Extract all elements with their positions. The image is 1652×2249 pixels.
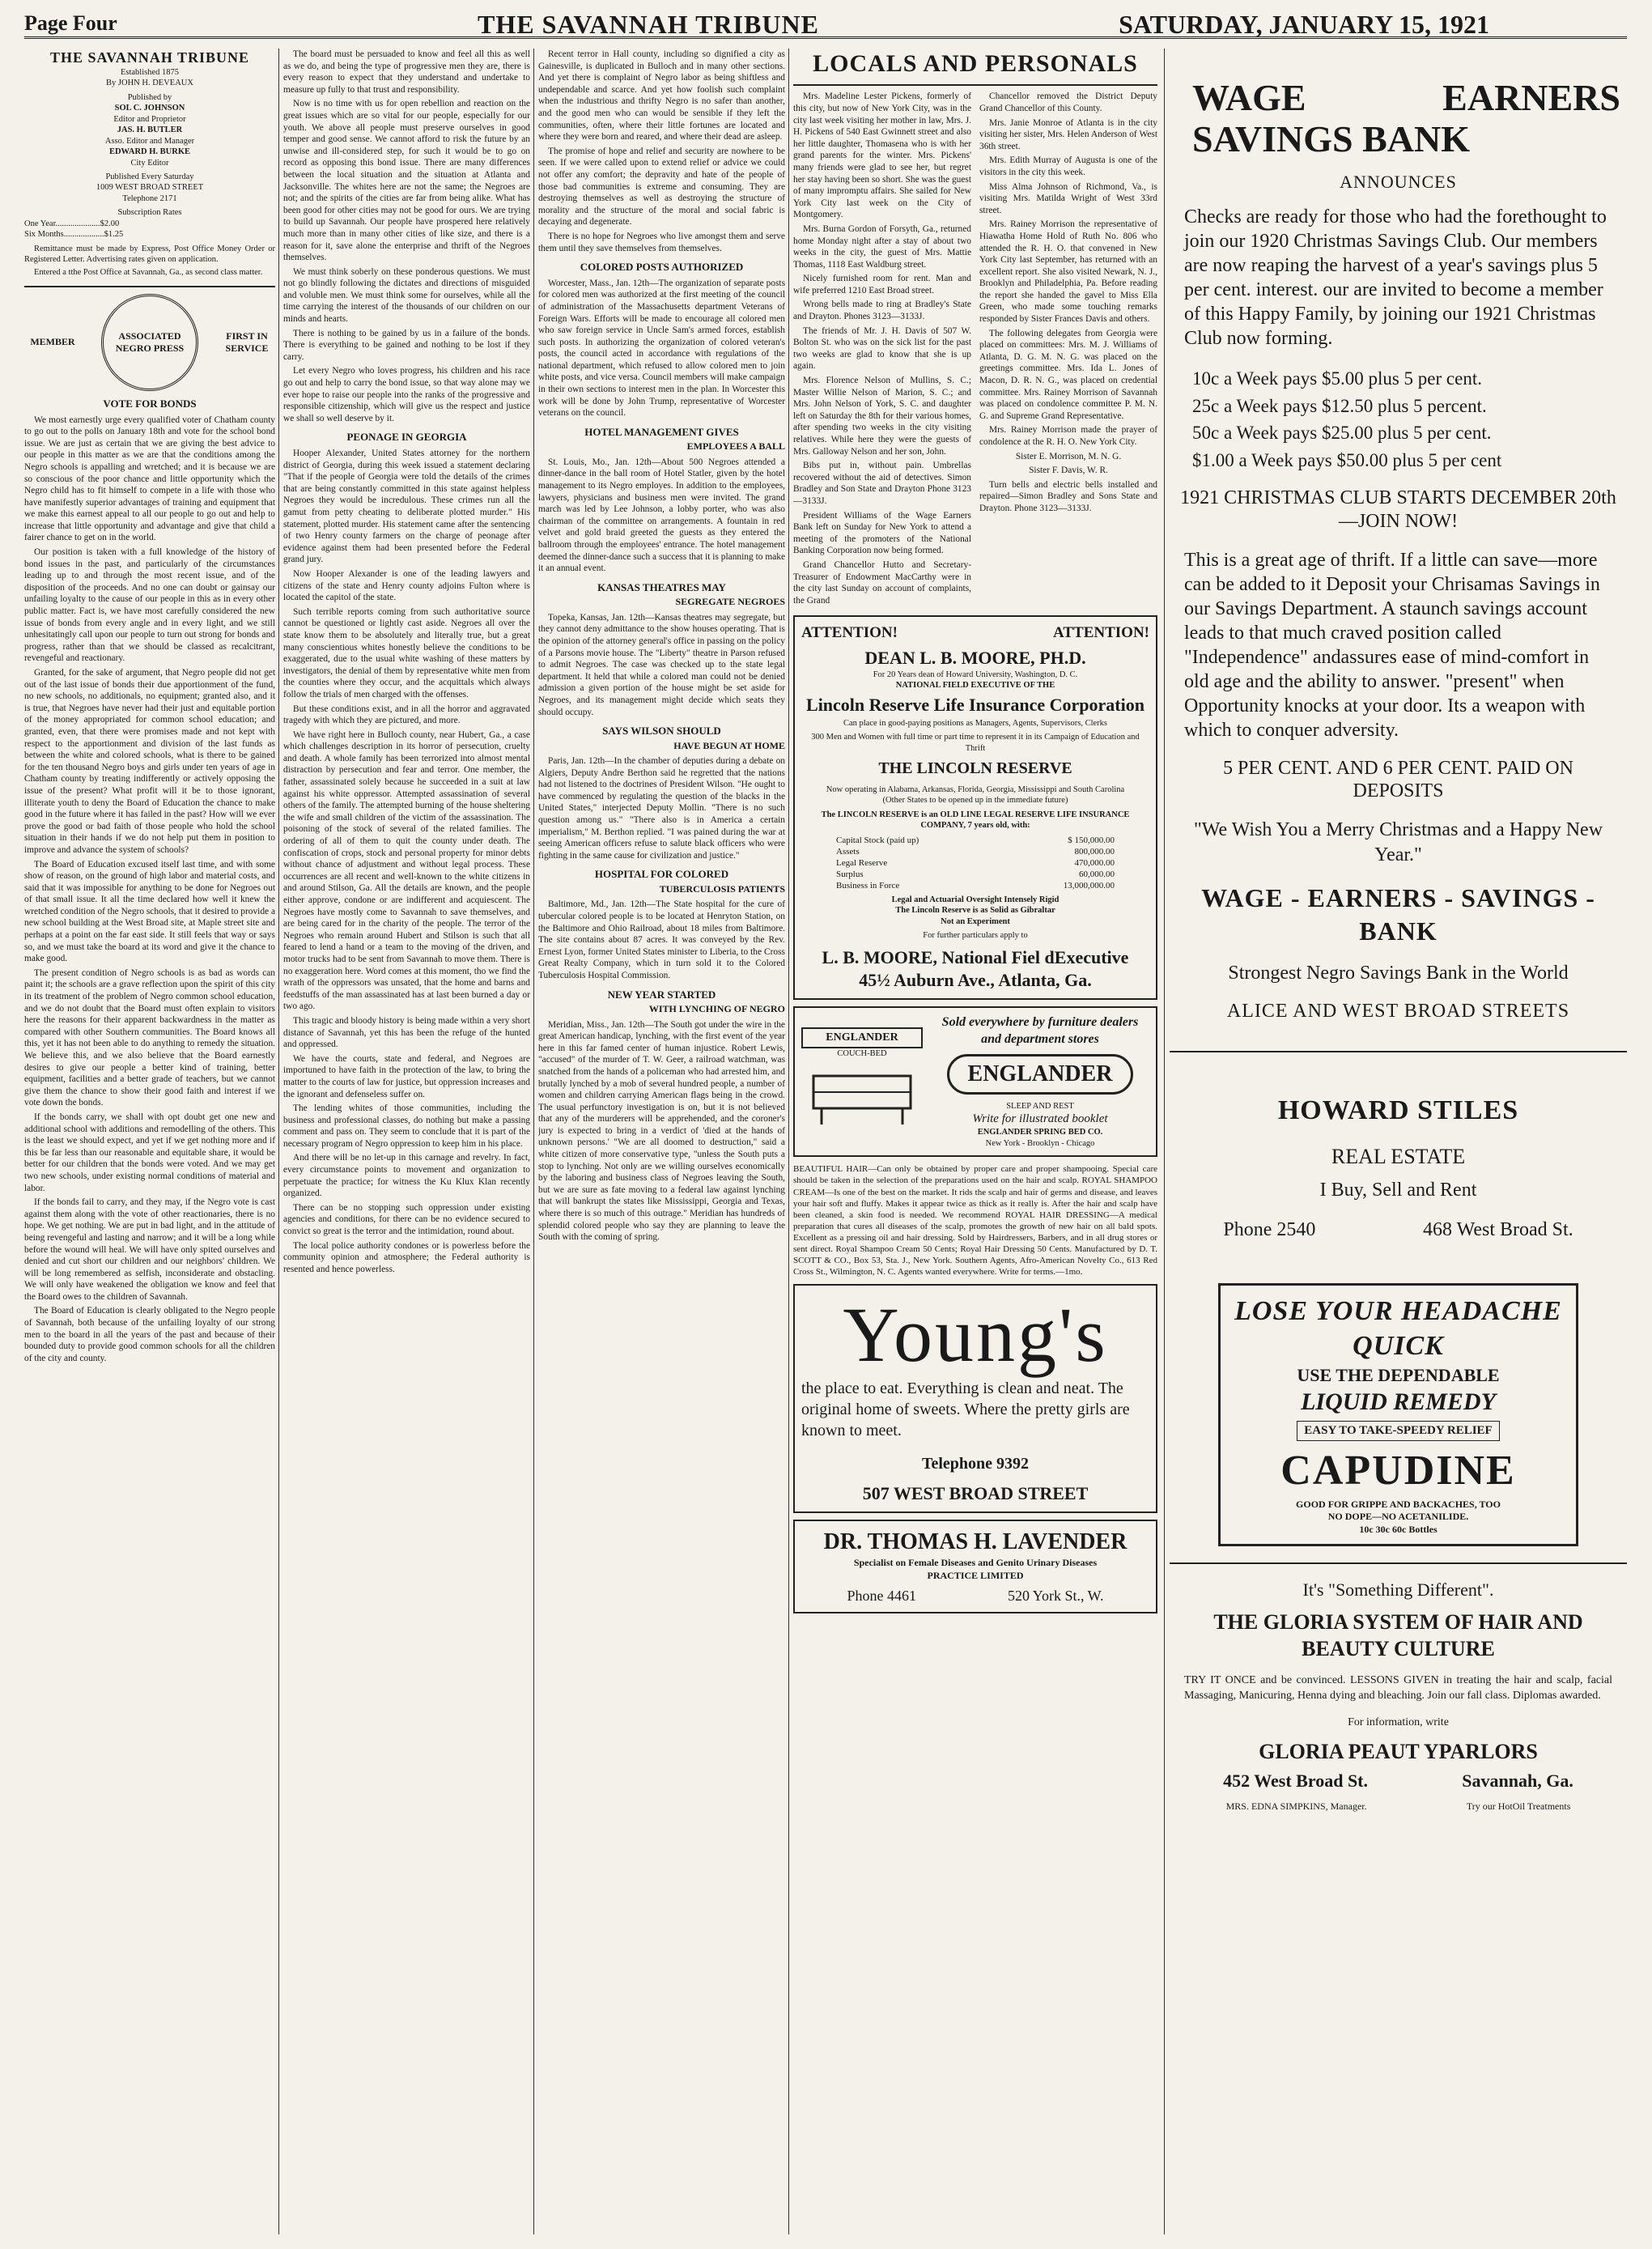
local-item: Mrs. Edith Murray of Augusta is one of the visitors in the city this week. (979, 155, 1157, 177)
bank-ad (1170, 55, 1627, 1043)
article-paragraph: Meridian, Miss., Jan. 12th—The South got under the wire in the great American handicap, lynching, with the first event of the year here in this far famed center of human injustice. Robert Lewis, "accused" of the murder of T. W. Geer, a railroad watchman, was snatched from the hands of a policeman who had arrested him, and brutally lynched by a mob of several hundred people, a number of women and children carrying American flags being in the crowd. The usual perfunctory investigation is on, but it is not believed that any of the murderers will be apprehended, and the coroner's jury is expected to bring in a verdict of 'died at the hands of unknown persons.' "We are all doomed to destruction," said a white citizen of more conservative type, "unless the South puts a stop to lynching. Not only are we willing ourselves economically by the laboring and business class of Negroes leaving the South, but we are sure as fate moving to a federal law against lynching that will bankrupt the states like Mississippi, Georgia and Texas, where there is so much of this outrage." Meridian has hundreds of splendid colored people who say they are planning to leave the South with the coming of spring. (538, 1019, 785, 1243)
gloria-ad (1170, 1562, 1627, 1820)
locals-left (793, 91, 971, 609)
article-headline: KANSAS THEATRES MAY (597, 580, 726, 593)
ad-reserve-title: THE LINCOLN RESERVE (878, 759, 1072, 778)
financial-table (836, 835, 1115, 891)
bank-rate: 10c a Week pays $5.00 plus 5 per cent. (1192, 368, 1482, 389)
stiles-name: HOWARD STILES (1277, 1095, 1519, 1126)
staff-line: Published by (127, 92, 172, 102)
table-cell: 13,000,000.00 (1063, 880, 1115, 891)
englander-headline: Sold everywhere by furniture dealers and department stores (941, 1015, 1139, 1046)
column-3 (538, 49, 785, 2234)
article-paragraph: Now Hooper Alexander is one of the leading lawyers and citizens of the state and Henry county adjoins Fulton where is located the capitol of the state. (283, 568, 530, 603)
local-item: Sister F. Davis, W. R. (1029, 466, 1108, 476)
lavender-contact (801, 1587, 1149, 1605)
article-paragraph: The promise of hope and relief and security are nowhere to be seen. If we were called upon to extend relief or advice we could not offer any comfort; the depravity and hate of the people of those bad communities is extreme and consuming. They are destroying themselves as well as destroying the structure of morality and the structure of the moral and social fabric is decaying and degenerate. (538, 146, 785, 227)
article-paragraph: The lending whites of those communities, including the business and professional classes, do nothing but make a passing comment and pass on. They seem to conclude that it is part of the necessary program of Negro oppression to keep him in his place. (283, 1103, 530, 1149)
column-rule (1164, 49, 1165, 2234)
article-headline: HOSPITAL FOR COLORED (594, 868, 729, 881)
bank-rate: 25c a Week pays $12.50 plus 5 percent. (1192, 395, 1487, 416)
couch-bed-icon (805, 1060, 919, 1133)
published-line: Published Every Saturday (105, 172, 194, 181)
divider (1170, 1051, 1627, 1052)
local-item: Miss Alma Johnson of Richmond, Va., is visiting Mrs. Matilda Wright of West 33rd street. (979, 181, 1157, 215)
local-item: The friends of Mr. J. H. Davis of 507 W. Bolton St. who was on the sick list for the past two weeks are glad to know that she is up again. (793, 325, 971, 372)
remittance-note: Remittance must be made by Express, Post Office Money Order or Registered Letter. Advertising rates given on application. (24, 244, 275, 265)
staff-line: EDWARD H. BURKE (108, 147, 191, 157)
englander-booklet: Write for illustrated booklet (972, 1112, 1108, 1126)
ad-line: NATIONAL FIELD EXECUTIVE OF THE (895, 681, 1055, 691)
article-paragraph: St. Louis, Mo., Jan. 12th—About 500 Negroes attended a dinner-dance in the ball room of Hotel Statler, given by the hotel management to its Negro employes. In addition to the employees, lawyers, physicians and business men were invited. The grand march was led by Lee Johnson, a lobby porter, who was also chairman of the committee on arrangements. A fountain in red velvet and gold braid greeted the guests as they entered the ballroom through the employees' entrance. The hotel management deemed the dinner-dance such a success that it is planning to make it an annual event. (538, 457, 785, 574)
column-6 (1170, 49, 1627, 2234)
gloria-manager: MRS. EDNA SIMPKINS, Manager. (1225, 1800, 1367, 1813)
lavender-name: DR. THOMAS H. LAVENDER (823, 1529, 1128, 1555)
ad-line: For 20 Years dean of Howard University, Washington, D. C. (873, 670, 1078, 679)
ad-line: Not an Experiment (941, 916, 1010, 926)
table-row (836, 869, 1115, 880)
englander-right (931, 1014, 1149, 1149)
englander-ad (793, 1006, 1157, 1157)
article-subheadline: EMPLOYEES A BALL (686, 440, 785, 453)
locals-right (979, 91, 1157, 609)
locals-title: LOCALS AND PERSONALS (793, 49, 1157, 86)
article-paragraph: There is no hope for Negroes who live amongst them and serve them until they save themselves from themselves. (538, 231, 785, 253)
gloria-title: THE GLORIA SYSTEM OF HAIR AND BEAUTY CULTURE (1213, 1610, 1583, 1660)
local-item: Sister E. Morrison, M. N. G. (1015, 451, 1122, 461)
article-paragraph: We have right here in Bulloch county, near Hubert, Ga., a case which challenges description in its horror of persecution, cruelty and death. A whole family has been terrorized into almost mental distraction by persecution and fear and terror. One member, the father, assassinated solely because he succeeded in a suit at law against his white oppressor. Attempted assassination of several others of the family. The attempted burning of the house sheltering the wife and small children of the victim of the assassination. The poisoning of the stock of several of the related families. The ordering of all of them to quit the county under death. The confiscation of crops, stock and personal property for minor debts without chance of adjustment and without legal process. These occurrences are all recent and well-known to the white citizens in and around Stilson, Ga. All the details are known, and the people either approve, condone or are indifferent and acquiescent. The Negroes have mostly come to Savannah to save themselves, and are being cared for in the charity of the people. The terror of the Negroes who remain around Hubert and Stilson is such that all feared to lend a hand or a team to the moving of the driven, and motor trucks had to be sent from Savannah to move them. There is no exaggeration here. Word comes at this moment, tho we find the wrath of the oppressors was unsated, that the home and barns and feedstuffs of the man assassinated has at last been burned a day or two ago. (283, 729, 530, 1012)
staff-box (24, 49, 275, 287)
article-paragraph: We have the courts, state and federal, and Negroes are importuned to have faith in the protection of the law, to bring the matter to the courts of law for justice, but oppression increases and the ignorant and defenseless suffer on. (283, 1053, 530, 1099)
paper-name: THE SAVANNAH TRIBUNE (49, 49, 250, 66)
gloria-tagline: It's "Something Different". (1302, 1579, 1494, 1601)
article-headline: VOTE FOR BONDS (103, 397, 197, 410)
press-seal: ASSOCIATED NEGRO PRESS (101, 294, 198, 391)
ad-signature: L. B. MOORE, National Fiel dExecutive (822, 946, 1129, 967)
bank-paid: 5 PER CENT. AND 6 PER CENT. PAID ON DEPOSITS (1223, 757, 1573, 802)
capudine-price: 10c 30c 60c Bottles (1359, 1523, 1438, 1535)
capudine-easy: EASY TO TAKE-SPEEDY RELIEF (1297, 1421, 1499, 1441)
page-number: Page Four (24, 11, 117, 35)
staff-line: SOL C. JOHNSON (114, 104, 185, 113)
article-paragraph: Granted, for the sake of argument, that Negro people did not get out of the last issue of bonds their due apportionment of the fund, no new schools, no additionals, no equipment; granted also, and it is true, that Negroes have never had their just and equitable portion of the money appropriated for common school education; and granted, even, that there were promises made and not kept with respect to the apportionment and division of the last funds as between the white and colored schools, what is there to be gained for the ten thousand Negro boys and girls under ten years of age in Chatham county by treating indifferently or actively opposing the issue of the present? What profit will it be to those ignorant, illiterate youth to deny the Board of Education the chance to make good in the future where it has failed in the past? How will we ever prove the good or bad faith of those people who hold the school situation in their hands if we do not help put them in position to improve and advance the system of schools? (24, 668, 275, 855)
column-rule (278, 49, 279, 2234)
capudine-mid: USE THE DEPENDABLE (1297, 1364, 1500, 1385)
article-paragraph: Baltimore, Md., Jan. 12th—The State hospital for the cure of tubercular colored people is to be located at Henryton Station, on the Baltimore and Ohio Railroad, about 18 miles from Baltimore. The site contains about 87 acres. It was conveyed by the Rev. Ernest Lyon, former United States minister to Liberia, to the Cross Great Realty Company, which in turn sold it to the Colored Tuberculosis Hospital Commission. (538, 899, 785, 980)
column-1 (24, 49, 275, 2234)
article-paragraph: Hooper Alexander, United States attorney for the northern district of Georgia, during this week issued a statement declaring "That if the people of Georgia were told the details of the crimes that are being constantly committed in this state against helpless Negroes they would be incredulous. These crimes run all the gamut from petty cheating to deliberate plotted murder." His statement, plotted murder. His statement came after the sentencing of two Henry county farmers on the charge of peonage after evidence against them had been presented before the Federal grand jury. (283, 449, 530, 565)
capudine-small: GOOD FOR GRIPPE AND BACKACHES, TOO (1296, 1499, 1501, 1510)
table-cell: Surplus (836, 869, 864, 879)
local-item: Mrs. Rainey Morrison the representative of Hiawatha Home Hold of Ruth No. 806 who attended the R. H. O. that convened in New York City last September, has returned with an excellent report. She also visited Newark, N. J., Brooklyn and Philadelphia, Pa. Before reading the report she handed the gavel to Miss Ella Green, who made some touching remarks responded by Sister Frances Davis and others. (979, 219, 1157, 325)
article-headline: HOTEL MANAGEMENT GIVES (584, 425, 739, 438)
article-paragraph: The Board of Education is clearly obligated to the Negro people of Savannah, both because of the unfailing loyalty of our strong men to the board in all the years of the past and because of their bounded duty to provide good common schools for all the children of the city and county. (24, 1306, 275, 1363)
masthead (24, 6, 1627, 39)
stiles-ad (1170, 1061, 1627, 1266)
englander-tag: ENGLANDER (801, 1027, 923, 1048)
bank-address: ALICE AND WEST BROAD STREETS (1226, 1000, 1570, 1022)
seal-row (24, 294, 275, 391)
column-rule (788, 49, 789, 2234)
youngs-telephone: Telephone 9392 (921, 1454, 1030, 1473)
attention-right: ATTENTION! (1053, 624, 1149, 642)
capudine-ad (1218, 1283, 1578, 1546)
bank-name: WAGE - EARNERS - SAVINGS - BANK (1201, 882, 1595, 946)
local-item: Mrs. Madeline Lester Pickens, formerly of this city, but now of New York City, was in the city last week visiting her mother in law, Mrs. J. H. Pickens of 540 East Gwinnett street and also her little daughter, Thomasena who is with her grand parents for the winter. Mrs. Pickens' many friends were glad to see her, but regret her stay having been so short. She was the guest of many impromptu affairs. She sailed for New York City last week on the City of Montgomery. (793, 91, 971, 220)
bank-thrift: This is a great age of thrift. If a little can save—more can be added to it Deposit your Chrisamas Savings in our Savings Department. A staunch savings account leads to that much craved position called "Independence" andassures ease of mind-comfort in old age and the ability to answer. "present" when Opportunity knocks at your door. Its a weapon with which to conquer adversity. (1184, 549, 1600, 741)
bank-wish: "We Wish You a Merry Christmas and a Happy New Year." (1193, 819, 1603, 866)
columns-4-5 (793, 49, 1157, 2234)
gloria-try: Try our HotOil Treatments (1466, 1800, 1571, 1813)
article-paragraph: Worcester, Mass., Jan. 12th—The organization of separate posts for colored men was authorized at the first meeting of the council of administration of the Massachusetts department Veterans of Foreign Wars. Efforts will be made to encourage all colored men who saw foreign service in Uncle Sam's armed forces, establish such posts. In authorizing the organization of colored veteran's posts, the council acted in accordance with regulations of the national department, which refused to allow colored men to join white posts, and vice versa. Council members will make campaign in their own sections to interest men in the plan. In Worcester this work will be done by John Trump, representative of Worcester veterans on the council. (538, 278, 785, 419)
table-cell: Business in Force (836, 880, 900, 891)
englander-left (801, 1027, 923, 1136)
lavender-ad (793, 1520, 1157, 1613)
gloria-info: For information, write (1348, 1716, 1449, 1729)
article-paragraph: We must think soberly on these ponderous questions. We must not go blindly following the dictates and directions of misguided and voluble men. We must think some for ourselves, while all the time carrying the interest of the thousands of our children on our minds and hearts. (283, 266, 530, 325)
table-row (836, 857, 1115, 869)
article-paragraph: This tragic and bloody history is being made within a very short distance of Savannah, yet this has been the refuge of the hunted and oppressed. (283, 1015, 530, 1050)
gloria-parlor: GLORIA PEAUT YPARLORS (1259, 1739, 1538, 1763)
bank-rate: $1.00 a Week pays $50.00 plus 5 per cent (1192, 449, 1502, 470)
local-item: Chancellor removed the District Deputy Grand Chancellor of this County. (979, 91, 1157, 113)
table-cell: 60,000.00 (1079, 869, 1115, 879)
bank-club: 1921 CHRISTMAS CLUB STARTS DECEMBER 20th—JOIN NOW! (1180, 487, 1616, 532)
article-headline: COLORED POSTS AUTHORIZED (580, 261, 744, 274)
local-item: Turn bells and electric bells installed and repaired—Simon Bradley and Sons State and Drayton. Phone 3123—3133J. (979, 479, 1157, 513)
local-item: Mrs. Janie Monroe of Atlanta is in the city visiting her sister, Mrs. Helen Anderson of West 36th street. (979, 117, 1157, 151)
stiles-sub: REAL ESTATE (1331, 1144, 1466, 1168)
article-paragraph: Paris, Jan. 12th—In the chamber of deputies during a debate on Algiers, Deputy Andre Berthon said he regretted that the nations had not listened to the doctrines of President Wilson. "He ought to have commenced by regulating the question of the blacks in the United States," interjected Deputy Mollin. "There is no such question among us." "There also is in America a certain imperialism," M. Berthon replied. "I was pained during the war at seeing American officers refuse to salute black officers who were fighting in the same cause for civilization and justice." (538, 756, 785, 861)
local-item: Grand Chancellor Hutto and Secretary-Treasurer of Endowment MacCarthy were in the city last Sunday on account of complaints, the Grand (793, 559, 971, 606)
gloria-body: TRY IT ONCE and be convinced. LESSONS GIVEN in treating the hair and scalp, facial Massaging, Manicuring, Henna dying and bleaching. Join our fall class. Diplomas awarded. (1184, 1674, 1612, 1703)
lavender-specialty: Specialist on Female Diseases and Genito Urinary Diseases (853, 1557, 1098, 1569)
table-cell: Capital Stock (paid up) (836, 835, 919, 845)
article-paragraph: There can be no stopping such oppression under existing agencies and conditions, for there can be no evidence secured to convict so great is the terror and the intimidation, round about. (283, 1202, 530, 1237)
column-rule (533, 49, 534, 2234)
attention-left: ATTENTION! (801, 624, 898, 642)
entered-note: Entered a tthe Post Office at Savannah, Ga., as second class matter. (34, 268, 263, 278)
lavender-address: 520 York St., W. (1007, 1588, 1104, 1605)
englander-logo-sub: SLEEP AND REST (1006, 1101, 1074, 1111)
capudine-small2: NO DOPE—NO ACETANILIDE. (1327, 1511, 1469, 1523)
stiles-address: 468 West Broad St. (1423, 1218, 1573, 1240)
bank-announces: ANNOUNCES (1340, 172, 1457, 193)
englander-cities: New York - Brooklyn - Chicago (985, 1138, 1095, 1148)
gloria-address: 452 West Broad St. (1223, 1771, 1369, 1792)
gloria-city: Savannah, Ga. (1462, 1771, 1573, 1792)
beautiful-hair-ad: BEAUTIFUL HAIR—Can only be obtained by proper care and proper shampooing. Special care should be taken in the selection of the preparations used on the hair and scalp. ROYAL SHAMPOO CREAM—Is one of the best on the market. It rids the scalp and hair of germs and disease, and leaves your hair soft and fluffy. Makes it appear twice as thick as it really is. After the hair and scalp have been cleaned, a skin food is needed. We recommend ROYAL HAIR DRESSING—A medical preparation that cures all diseases of the scalp, promotes the growth of new hair on all bald spots. Excellent as a pressing oil and hair dressing. Sold by Hairdressers, Barbers, and in all drug stores or sent direct. Royal Shampoo Cream 50 Cents; Royal Hair Dressing 50 Cents. Manufactured by D. T. SCOTT & CO., Box 53, Sta. J., New York. Southern Agents, Afro-American Novelty Co., 613 Red Cross St., Wilmington, N. C. Agents wanted everywhere. Write for terms.—1mo. (793, 1164, 1157, 1278)
stiles-contact (1170, 1218, 1627, 1243)
founder-line: By JOHN H. DEVEAUX (106, 79, 193, 88)
ad-line: Legal and Actuarial Oversight Intensely Rigid (891, 895, 1060, 905)
capudine-top: LOSE YOUR HEADACHE QUICK (1234, 1295, 1562, 1362)
ad-address: 45½ Auburn Ave., Atlanta, Ga. (859, 969, 1092, 990)
gloria-address-row (1176, 1770, 1620, 1792)
capudine-liquid: LIQUID REMEDY (1301, 1388, 1496, 1415)
staff-line: City Editor (130, 158, 169, 168)
article-paragraph: And there will be no let-up in this carnage and revelry. In fact, every circumstance points to movement and organization to perpetuate the practice; for witness the Ku Klux Klan recently organized. (283, 1153, 530, 1199)
article-paragraph: The local police authority condones or is powerless before the community opinion and atmosphere; the Federal authority is resented and hence powerless. (283, 1240, 530, 1274)
table-cell: Assets (836, 846, 860, 857)
englander-logo: ENGLANDER (947, 1054, 1133, 1095)
table-row (836, 880, 1115, 891)
ad-line: The Lincoln Reserve is as Solid as Gibraltar (895, 906, 1055, 916)
article-paragraph: The present condition of Negro schools is as bad as words can paint it; the schools are a grave reflection upon the spirit of this city in its treatment of the problem of Negro common school education, and we do not doubt that the Board must often explain to visitors here the reasons for their apparent backwardness in the matter as compared with other Southern communities. The Board knows all this, yet it has not been able to do anything to remedy the situation. We believe this, and we also believe that the Board earnestly desires to give our people a better kind of training, better equipment, facilities and a better grade of teachers, but we cannot give them the chance to show their good faith and interest if we vote down the bonds. (24, 967, 275, 1108)
seal-right-label: FIRST IN SERVICE (225, 329, 269, 354)
lavender-practice: PRACTICE LIMITED (927, 1569, 1024, 1581)
youngs-title: Young's (843, 1291, 1108, 1379)
article-paragraph: There is nothing to be gained by us in a failure of the bonds. There is everything to be gained and nothing to be lost if they carry. (283, 328, 530, 362)
local-item: Mrs. Rainey Morrison made the prayer of condolence at the R. H. O. New York City. (979, 425, 1157, 448)
attention-row (801, 623, 1149, 643)
article-subheadline: WITH LYNCHING OF NEGRO (648, 1003, 785, 1015)
bank-rates (1176, 367, 1620, 472)
table-cell: Legal Reserve (836, 857, 888, 868)
ad-corporation: Lincoln Reserve Life Insurance Corporation (806, 694, 1145, 715)
lincoln-reserve-ad (793, 615, 1157, 1000)
bank-strongest: Strongest Negro Savings Bank in the World (1228, 962, 1569, 984)
bank-rate: 50c a Week pays $25.00 plus 5 per cent. (1192, 423, 1492, 444)
englander-tag-sub: COUCH-BED (837, 1049, 887, 1059)
issue-date: SATURDAY, JANUARY 15, 1921 (1119, 10, 1489, 39)
table-cell: 800,000.00 (1074, 846, 1115, 857)
established-line: Established 1875 (120, 68, 180, 78)
article-paragraph: The board must be persuaded to know and feel all this as well as we do, and being the type of progressive men they are, there is every reason to expect that they understand and undertake to measure up fully to that trust and responsibility. (283, 49, 530, 95)
rate-line: Six Months...................$1.25 (24, 230, 124, 240)
ad-line: Now operating in Alabama, Arkansas, Florida, Georgia, Mississippi and South Carolina (826, 784, 1125, 794)
seal-left-label: MEMBER (30, 336, 75, 348)
local-item: President Williams of the Wage Earners Bank left on Sunday for New York to attend a meeting of the promoters of the National Banking Corporation now being formed. (793, 510, 971, 556)
table-row (836, 846, 1115, 857)
article-paragraph: If the bonds fail to carry, and they may, if the Negro vote is cast against them along with the vote of other reactionaries, there is no hope. We get nothing. We are put in bad light, and in the attitude of being revengeful and lasting and narrow; and it will be a long while before the wound will heal. We will have only spited ourselves and denied and cut short our children and our neighbors' children. We will be long remembered as selfish, inconsiderate and obstacling. We will only have weakened the obligation we know and feel that the Board owes to the children of Savannah. (24, 1197, 275, 1302)
ad-line: The LINCOLN RESERVE is an OLD LINE LEGAL RESERVE LIFE INSURANCE COMPANY, 7 years old, with: (821, 810, 1130, 831)
subscription-head: Subscription Rates (117, 208, 182, 218)
article-subheadline: SEGREGATE NEGROES (675, 596, 785, 608)
gloria-manager-row (1176, 1800, 1620, 1813)
local-item: Bibs put in, without pain. Umbrellas recovered without the aid of detectives. Simon Bradley and Son State and Drayton Phone 3123—3133J. (793, 461, 971, 506)
bank-body: Checks are ready for those who had the forethought to join our 1920 Christmas Savings Club. Our members are now reaping the harvest of a year's savings plus 5 per cent. interest. our are invited to become a member of this Happy Family, by joining our 1921 Christmas Club now forming. (1184, 206, 1607, 350)
local-item: Mrs. Burna Gordon of Forsyth, Ga., returned home Monday night after a stay of about two weeks in the city, the guest of Mrs. Mattie Thomas, 1118 East Waldburg street. (793, 223, 971, 270)
article-headline: SAYS WILSON SHOULD (602, 725, 721, 738)
staff-line: Editor and Proprietor (113, 114, 186, 124)
englander-company: ENGLANDER SPRING BED CO. (977, 1128, 1103, 1137)
article-subheadline: HAVE BEGUN AT HOME (673, 739, 785, 751)
bank-title: WAGE EARNERS SAVINGS BANK (1192, 77, 1620, 159)
table-row (836, 835, 1115, 846)
local-item: Wrong bells made to ring at Bradley's State and Drayton. Phones 3123—3133J. (793, 300, 971, 322)
lavender-phone: Phone 4461 (847, 1588, 916, 1605)
youngs-ad (793, 1284, 1157, 1513)
article-headline: NEW YEAR STARTED (607, 988, 716, 1001)
ad-person-name: DEAN L. B. MOORE, PH.D. (864, 647, 1086, 668)
staff-line: JAS. H. BUTLER (117, 125, 183, 135)
ad-line: Can place in good-paying positions as Managers, Agents, Supervisors, Clerks (843, 718, 1108, 728)
article-headline: PEONAGE IN GEORGIA (346, 431, 467, 444)
article-paragraph: Let every Negro who loves progress, his children and his race go out and help to carry the bond issue, so that way alone may we ever hope to raise our people into the ranks of the progressive and responsible citizenship, which will give us the respect and justice we shall so well deserve by it. (283, 366, 530, 423)
table-cell: $ 150,000.00 (1068, 835, 1115, 845)
capudine-name: CAPUDINE (1280, 1448, 1516, 1494)
local-item: Nicely furnished room for rent. Man and wife preferred 1210 East Broad street. (793, 274, 971, 295)
article-paragraph: If the bonds carry, we shall with opt doubt get one new and additional school with additions and remodelling of the others. This is the least we should expect, and yet if we get nothing more and if this be far less than our reasonable and equitable share, it would be better for our children that the bonds were voted. And we may get two new schools, under existing normal conditions of material and labor. (24, 1112, 275, 1193)
local-item: Mrs. Florence Nelson of Mullins, S. C.; Master Willie Nelson of Marion, S. C.; and Mrs. John Nelson of York, S. C. and daughter left on Saturday the 8th for their various homes, after spending two weeks in the city visiting relatives. While here they were the guests of Mrs. Galloway Nelson and her son, John. (793, 376, 971, 457)
column-2 (283, 49, 530, 2234)
office-line: 1009 WEST BROAD STREET (96, 183, 204, 193)
table-cell: 470,000.00 (1074, 857, 1115, 868)
article-paragraph: Our position is taken with a full knowledge of the history of bond issues in the past, and particularly of the circumstances leading up to and through the most recent issue, and of the disposition of the proceeds. And no one can doubt or gainsay our unfailing loyalty to the cause of our people in this as in every other public matter. Fact is, we have most carefully considered the new issue of bonds from every angle and in every light, and we still unhesitatingly call upon our people to turn out strong for bonds and progress, rather than that we should be classed as recalcitrant, revengeful and reactionary. (24, 547, 275, 664)
article-paragraph: We most earnestly urge every qualified voter of Chatham county to go out to the polls on January 18th and vote for the school bond issue. We are just as certain that we are giving the best advice to our people in this matter as we are that the conditions among the Negro schools is appalling and wretched; and it is because we are so conscious of the poor chance and little opportunity which the Negro child has to fit himself to compete in a life with those who have manifestly superior advantages of training and equipment that we make this earnest appeal to all our people to go out and help to increase that little opportunity and advantage and give that child a fairer chance to get on in the world. (24, 415, 275, 543)
article-paragraph: Recent terror in Hall county, including so dignified a city as Gainesville, is duplicated in Bulloch and in many other sections. And yet there is complaint of Negro labor as being shiftless and undependable and scarce. And yet how foolish such complaint when the industrious and thrifty Negro is no safer than another, and the good men who can would be sensible if they left the communities, often, where their little fortunes are located and where they were born and reared, and where their dead are asleep. (538, 49, 785, 142)
article-subheadline: TUBERCULOSIS PATIENTS (659, 883, 785, 895)
telephone-line: Telephone 2171 (122, 193, 177, 203)
ad-line: 300 Men and Women with full time or part time to represent it in its Campaign of Education and Thrift (811, 733, 1140, 753)
rate-line: One Year.....................$2.00 (24, 219, 120, 228)
stiles-phone: Phone 2540 (1223, 1218, 1316, 1240)
article-paragraph: But these conditions exist, and in all the horror and aggravated tragedy with which they are pictured, and more. (283, 704, 530, 726)
local-item: The following delegates from Georgia were placed on committees: Mrs. M. J. Williams of Atlanta, D. G. M. N. G. was placed on the greetings committee. Mrs. Ida L. Jones of Macon, D. R. N. G., was placed on credential committee. Mrs. Rainey Morrison of Savannah was placed on condolence committee P. M. N. G. and Supreme Grand Representative. (979, 328, 1157, 421)
newspaper-title: THE SAVANNAH TRIBUNE (478, 10, 819, 39)
staff-line: Asso. Editor and Manager (104, 136, 195, 146)
article-paragraph: Now is no time with us for open rebellion and reaction on the great issues which are so vital for our people, especially for our youth. We above all people must preserve ourselves in good temper and good sense. We cannot afford to risk the future by an unwise and ill-considered step, for such it would be to go on record as opposing this bond issue. There are many differences between the local situation and the situation at Atlanta and Jacksonville. The whites here are not the same; the Negroes are not; and the spirits of the cities are far from being alike. What has been good for other cities may not be good for ours. We are trying to build up Savannah. Our people have prospered here relatively much more than in many other cities of like size, and there is a reason for it, save alone the enterprise and thrift of the Negroes themselves. (283, 99, 530, 263)
article-paragraph: The Board of Education excused itself last time, and with some show of reason, on the ground of high labor and material costs, and said that it was impossible for anything to be done for Negroes out of that small issue. It all the time declared how well it knew the wretched condition of the Negro schools, that it desired to provide a new school building at the West Broad site, at Maple street site and perhaps at a point on the far east side. It still feels that way or says so, and we must take the board at its word and give it the chance to make good. (24, 859, 275, 964)
youngs-text: the place to eat. Everything is clean and neat. The original home of sweets. Where the pretty girls are known to meet. (801, 1379, 1130, 1439)
article-paragraph: Topeka, Kansas, Jan. 12th—Kansas theatres may segregate, but they cannot deny admittance to the show houses operating. That is the opinion of the attorney general's office in passing on the policy of a Parsons movie house. The "Liberty" theatre in Parson refused to admit Negroes. The case was checked up to the state legal department. It held that while a colored man could not be denied admission a given portion of the house might be set aside for Negroes, and its management might decide which seats they should occupy. (538, 612, 785, 717)
stiles-sub2: I Buy, Sell and Rent (1319, 1180, 1477, 1201)
ad-line: For further particulars apply to (923, 931, 1028, 941)
locals-body (793, 91, 1157, 609)
youngs-address: 507 WEST BROAD STREET (862, 1483, 1089, 1504)
article-paragraph: Such terrible reports coming from such authoritative source cannot be questioned or lightly cast aside. Negroes all over the state know them to be absolutely and literally true, but a great many conscientious whites honestly believe the conditions to be exaggerated, due to the usual white washing of these matters by investigators, the denial of them by representative white men from the counties where they occur, and the acquittals which always follow the trials of men charged with the offenses. (283, 606, 530, 699)
ad-line: (Other States to be opened up in the immediate future) (882, 796, 1068, 806)
